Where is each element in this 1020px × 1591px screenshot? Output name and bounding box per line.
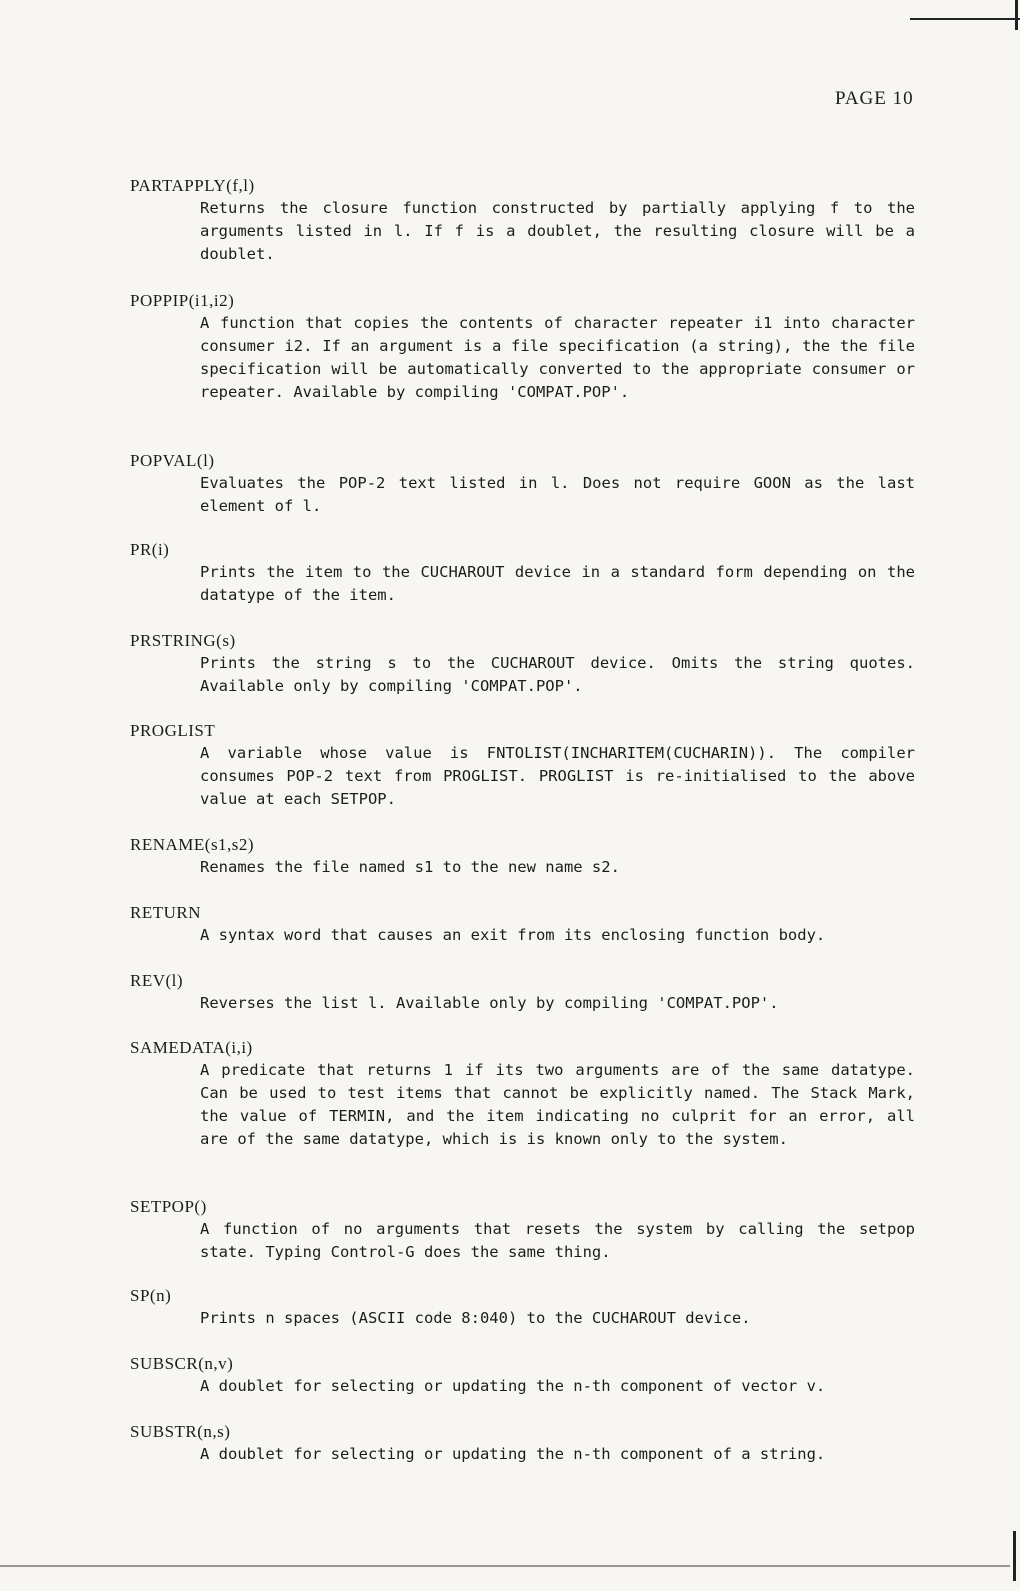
entry-description: A doublet for selecting or updating the n-th component of vector v.: [200, 1377, 826, 1395]
entry-description: A variable whose value is FNTOLIST(INCHARITEM(CUCHARIN)). The compiler consumes POP-2 text from PROGLIST. PROGLIST is re-initialised to the above value at each SETPOP.: [200, 744, 915, 808]
entry-description: Reverses the list l. Available only by compiling 'COMPAT.POP'.: [200, 994, 779, 1012]
glossary-entry: [130, 1036, 915, 1151]
entry-name: PRSTRING(s): [130, 631, 236, 650]
entry-name: RENAME(s1,s2): [130, 835, 255, 854]
entry-description: A function of no arguments that resets the system by calling the setpop state. Typing Control-G does the same thing.: [200, 1220, 915, 1261]
glossary-entry: [130, 1420, 915, 1466]
entry-description: Returns the closure function constructed by partially applying f to the arguments listed in l. If f is a doublet, the resulting closure will be a doublet.: [200, 199, 915, 263]
entry-description: A predicate that returns 1 if its two arguments are of the same datatype. Can be used to test items that cannot be explicitly named. The Stack Mark, the value of TERMIN, and the item indicating no culprit for an error, all are of the same datatype, which is is known only to the system.: [200, 1061, 915, 1148]
scan-edge-top: [910, 0, 1020, 20]
entry-name: SAMEDATA(i,i): [130, 1038, 253, 1057]
entry-name: RETURN: [130, 903, 201, 922]
entry-description: Prints the string s to the CUCHAROUT device. Omits the string quotes. Available only by compiling 'COMPAT.POP'.: [200, 654, 915, 695]
glossary-entry: [130, 629, 915, 698]
entry-description: Renames the file named s1 to the new name s2.: [200, 858, 620, 876]
entry-name: POPVAL(l): [130, 451, 215, 470]
glossary-entry: [130, 1284, 915, 1330]
glossary-entry: [130, 901, 915, 947]
glossary-entry: [130, 969, 915, 1015]
glossary-entry: [130, 833, 915, 879]
entry-description: Prints the item to the CUCHAROUT device in a standard form depending on the datatype of the item.: [200, 563, 915, 604]
scan-edge-right: [1015, 0, 1018, 30]
scan-edge-bottom: [0, 1565, 1010, 1567]
page-number: PAGE 10: [835, 88, 914, 109]
entry-description: A function that copies the contents of character repeater i1 into character consumer i2. If an argument is a file specification (a string), the the file specification will be automatically converted to the appropriate consumer or repeater. Available by compiling 'COMPAT.POP'.: [200, 314, 915, 401]
entry-description: A syntax word that causes an exit from its enclosing function body.: [200, 926, 826, 944]
entry-name: SUBSTR(n,s): [130, 1422, 231, 1441]
entry-name: PROGLIST: [130, 721, 216, 740]
entry-name: PARTAPPLY(f,l): [130, 176, 255, 195]
glossary-entry: [130, 1352, 915, 1398]
glossary-entry: [130, 449, 915, 518]
entry-description: Evaluates the POP-2 text listed in l. Does not require GOON as the last element of l.: [200, 474, 915, 515]
glossary-entry: [130, 538, 915, 607]
entry-name: SUBSCR(n,v): [130, 1354, 234, 1373]
entry-name: PR(i): [130, 540, 170, 559]
entry-name: POPPIP(i1,i2): [130, 291, 235, 310]
glossary-entry: [130, 289, 915, 404]
entry-description: Prints n spaces (ASCII code 8:040) to the CUCHAROUT device.: [200, 1309, 751, 1327]
entry-name: SETPOP(): [130, 1197, 207, 1216]
glossary-entry: [130, 174, 915, 266]
entry-name: REV(l): [130, 971, 184, 990]
entry-name: SP(n): [130, 1286, 172, 1305]
glossary-entry: [130, 1195, 915, 1264]
scan-edge-bottom-right: [1013, 1531, 1016, 1581]
glossary-entry: [130, 719, 915, 811]
entry-description: A doublet for selecting or updating the n-th component of a string.: [200, 1445, 826, 1463]
